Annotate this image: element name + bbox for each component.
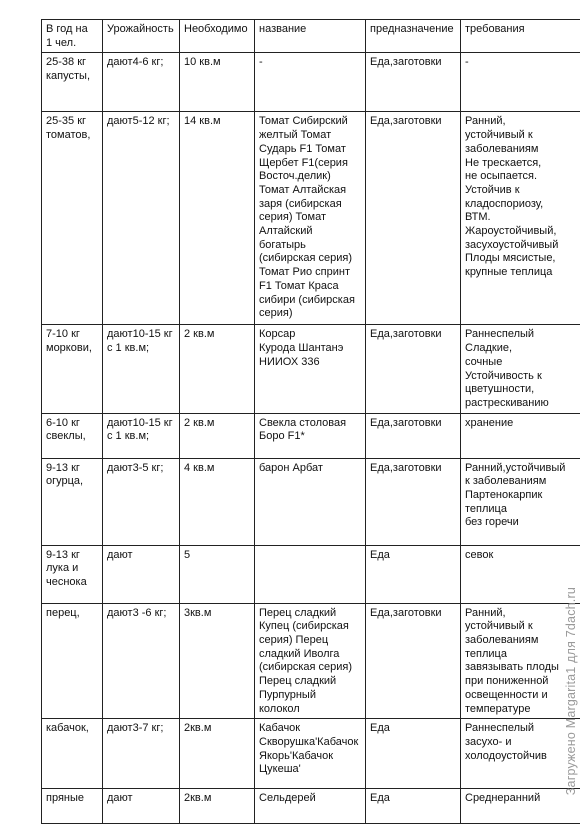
table-row: [42, 413, 580, 458]
cell-purpose: Еда,заготовки: [366, 603, 461, 719]
cell-per-person: 9-13 кг лука и чеснока: [42, 545, 103, 603]
cell-needed: 2 кв.м: [180, 413, 255, 458]
cell-yield: дают10-15 кг с 1 кв.м;: [103, 325, 180, 413]
cell-needed: 2 кв.м: [180, 325, 255, 413]
watermark: Загружено Margarita1 для 7dach.ru: [564, 587, 578, 795]
cell-name: -: [255, 53, 366, 112]
header-cell-name: название: [255, 20, 366, 53]
cell-name: Кабачок Скворушка'Кабачок Якорь'Кабачок Цукеша': [255, 719, 366, 789]
table-row: [42, 545, 580, 603]
cell-needed: 2кв.м: [180, 789, 255, 824]
cell-per-person: пряные: [42, 789, 103, 824]
cell-name: Свекла столовая Боро F1*: [255, 413, 366, 458]
cell-purpose: Еда,заготовки: [366, 458, 461, 545]
cell-purpose: Еда: [366, 789, 461, 824]
table-row: [42, 789, 580, 824]
table-row: [42, 112, 580, 325]
cell-requirements: севок: [461, 545, 580, 603]
cell-requirements: хранение: [461, 413, 580, 458]
cell-yield: дают5-12 кг;: [103, 112, 180, 325]
table-row: [42, 719, 580, 789]
cell-name: Томат Сибирский желтый Томат Сударь F1 Томат Щербет F1(серия Восточ.делик) Томат Алтайская заря (сибирская серия) Томат Алтайский богатырь (сибирская серия) Томат Рио спринт F1 Томат Краса сибири (сибирская серия): [255, 112, 366, 325]
cell-requirements: Ранний, устойчивый к заболеваниям теплица завязывать плоды при пониженной освещенности и температуре: [461, 603, 580, 719]
cell-per-person: 9-13 кг огурца,: [42, 458, 103, 545]
header-cell-yield: Урожайность: [103, 20, 180, 53]
cell-name: барон Арбат: [255, 458, 366, 545]
table-row: [42, 603, 580, 719]
cell-requirements: Раннеспелый Сладкие, сочные Устойчивость к цветушности, растрескиванию: [461, 325, 580, 413]
table-row: [42, 53, 580, 112]
cell-needed: 2кв.м: [180, 719, 255, 789]
cell-purpose: Еда,заготовки: [366, 413, 461, 458]
header-cell-needed: Необходимо: [180, 20, 255, 53]
cell-yield: дают4-6 кг;: [103, 53, 180, 112]
cell-name: Перец сладкий Купец (сибирская серия) Перец сладкий Иволга (сибирская серия) Перец сладкий Пурпурный колокол: [255, 603, 366, 719]
cell-name: [255, 545, 366, 603]
cell-yield: дают10-15 кг с 1 кв.м;: [103, 413, 180, 458]
header-cell-per-person: В год на 1 чел.: [42, 20, 103, 53]
cell-per-person: 6-10 кг свеклы,: [42, 413, 103, 458]
cell-requirements: Раннеспелый засухо- и холодоустойчив: [461, 719, 580, 789]
cell-yield: дают3-7 кг;: [103, 719, 180, 789]
cell-yield: дают3 -6 кг;: [103, 603, 180, 719]
cell-needed: 4 кв.м: [180, 458, 255, 545]
table-row: [42, 458, 580, 545]
cell-per-person: 25-38 кг капусты,: [42, 53, 103, 112]
cell-needed: 10 кв.м: [180, 53, 255, 112]
header-row: [42, 20, 580, 53]
cell-purpose: Еда,заготовки: [366, 325, 461, 413]
cell-yield: дают: [103, 545, 180, 603]
cell-purpose: Еда: [366, 719, 461, 789]
cell-per-person: кабачок,: [42, 719, 103, 789]
cell-needed: 14 кв.м: [180, 112, 255, 325]
cell-purpose: Еда,заготовки: [366, 53, 461, 112]
planting-table: [41, 19, 580, 824]
table-body: [42, 20, 580, 824]
cell-per-person: 25-35 кг томатов,: [42, 112, 103, 325]
cell-yield: дают: [103, 789, 180, 824]
cell-requirements: -: [461, 53, 580, 112]
cell-requirements: Ранний, устойчивый к заболеваниям Не трескается, не осыпается. Устойчив к кладоспориозу, ВТМ. Жароустойчивый, засухоустойчивый Плоды мясистые, крупные теплица: [461, 112, 580, 325]
header-cell-requirements: требования: [461, 20, 580, 53]
cell-requirements: Ранний,устойчивый к заболеваниям Партенокарпик теплица без горечи: [461, 458, 580, 545]
cell-needed: 3кв.м: [180, 603, 255, 719]
table-row: [42, 325, 580, 413]
cell-per-person: 7-10 кг моркови,: [42, 325, 103, 413]
cell-per-person: перец,: [42, 603, 103, 719]
cell-purpose: Еда: [366, 545, 461, 603]
header-cell-purpose: предназначение: [366, 20, 461, 53]
cell-requirements: Среднеранний: [461, 789, 580, 824]
cell-needed: 5: [180, 545, 255, 603]
cell-name: Сельдерей: [255, 789, 366, 824]
cell-name: Корсар Курода Шантанэ НИИОХ 336: [255, 325, 366, 413]
cell-purpose: Еда,заготовки: [366, 112, 461, 325]
cell-yield: дают3-5 кг;: [103, 458, 180, 545]
